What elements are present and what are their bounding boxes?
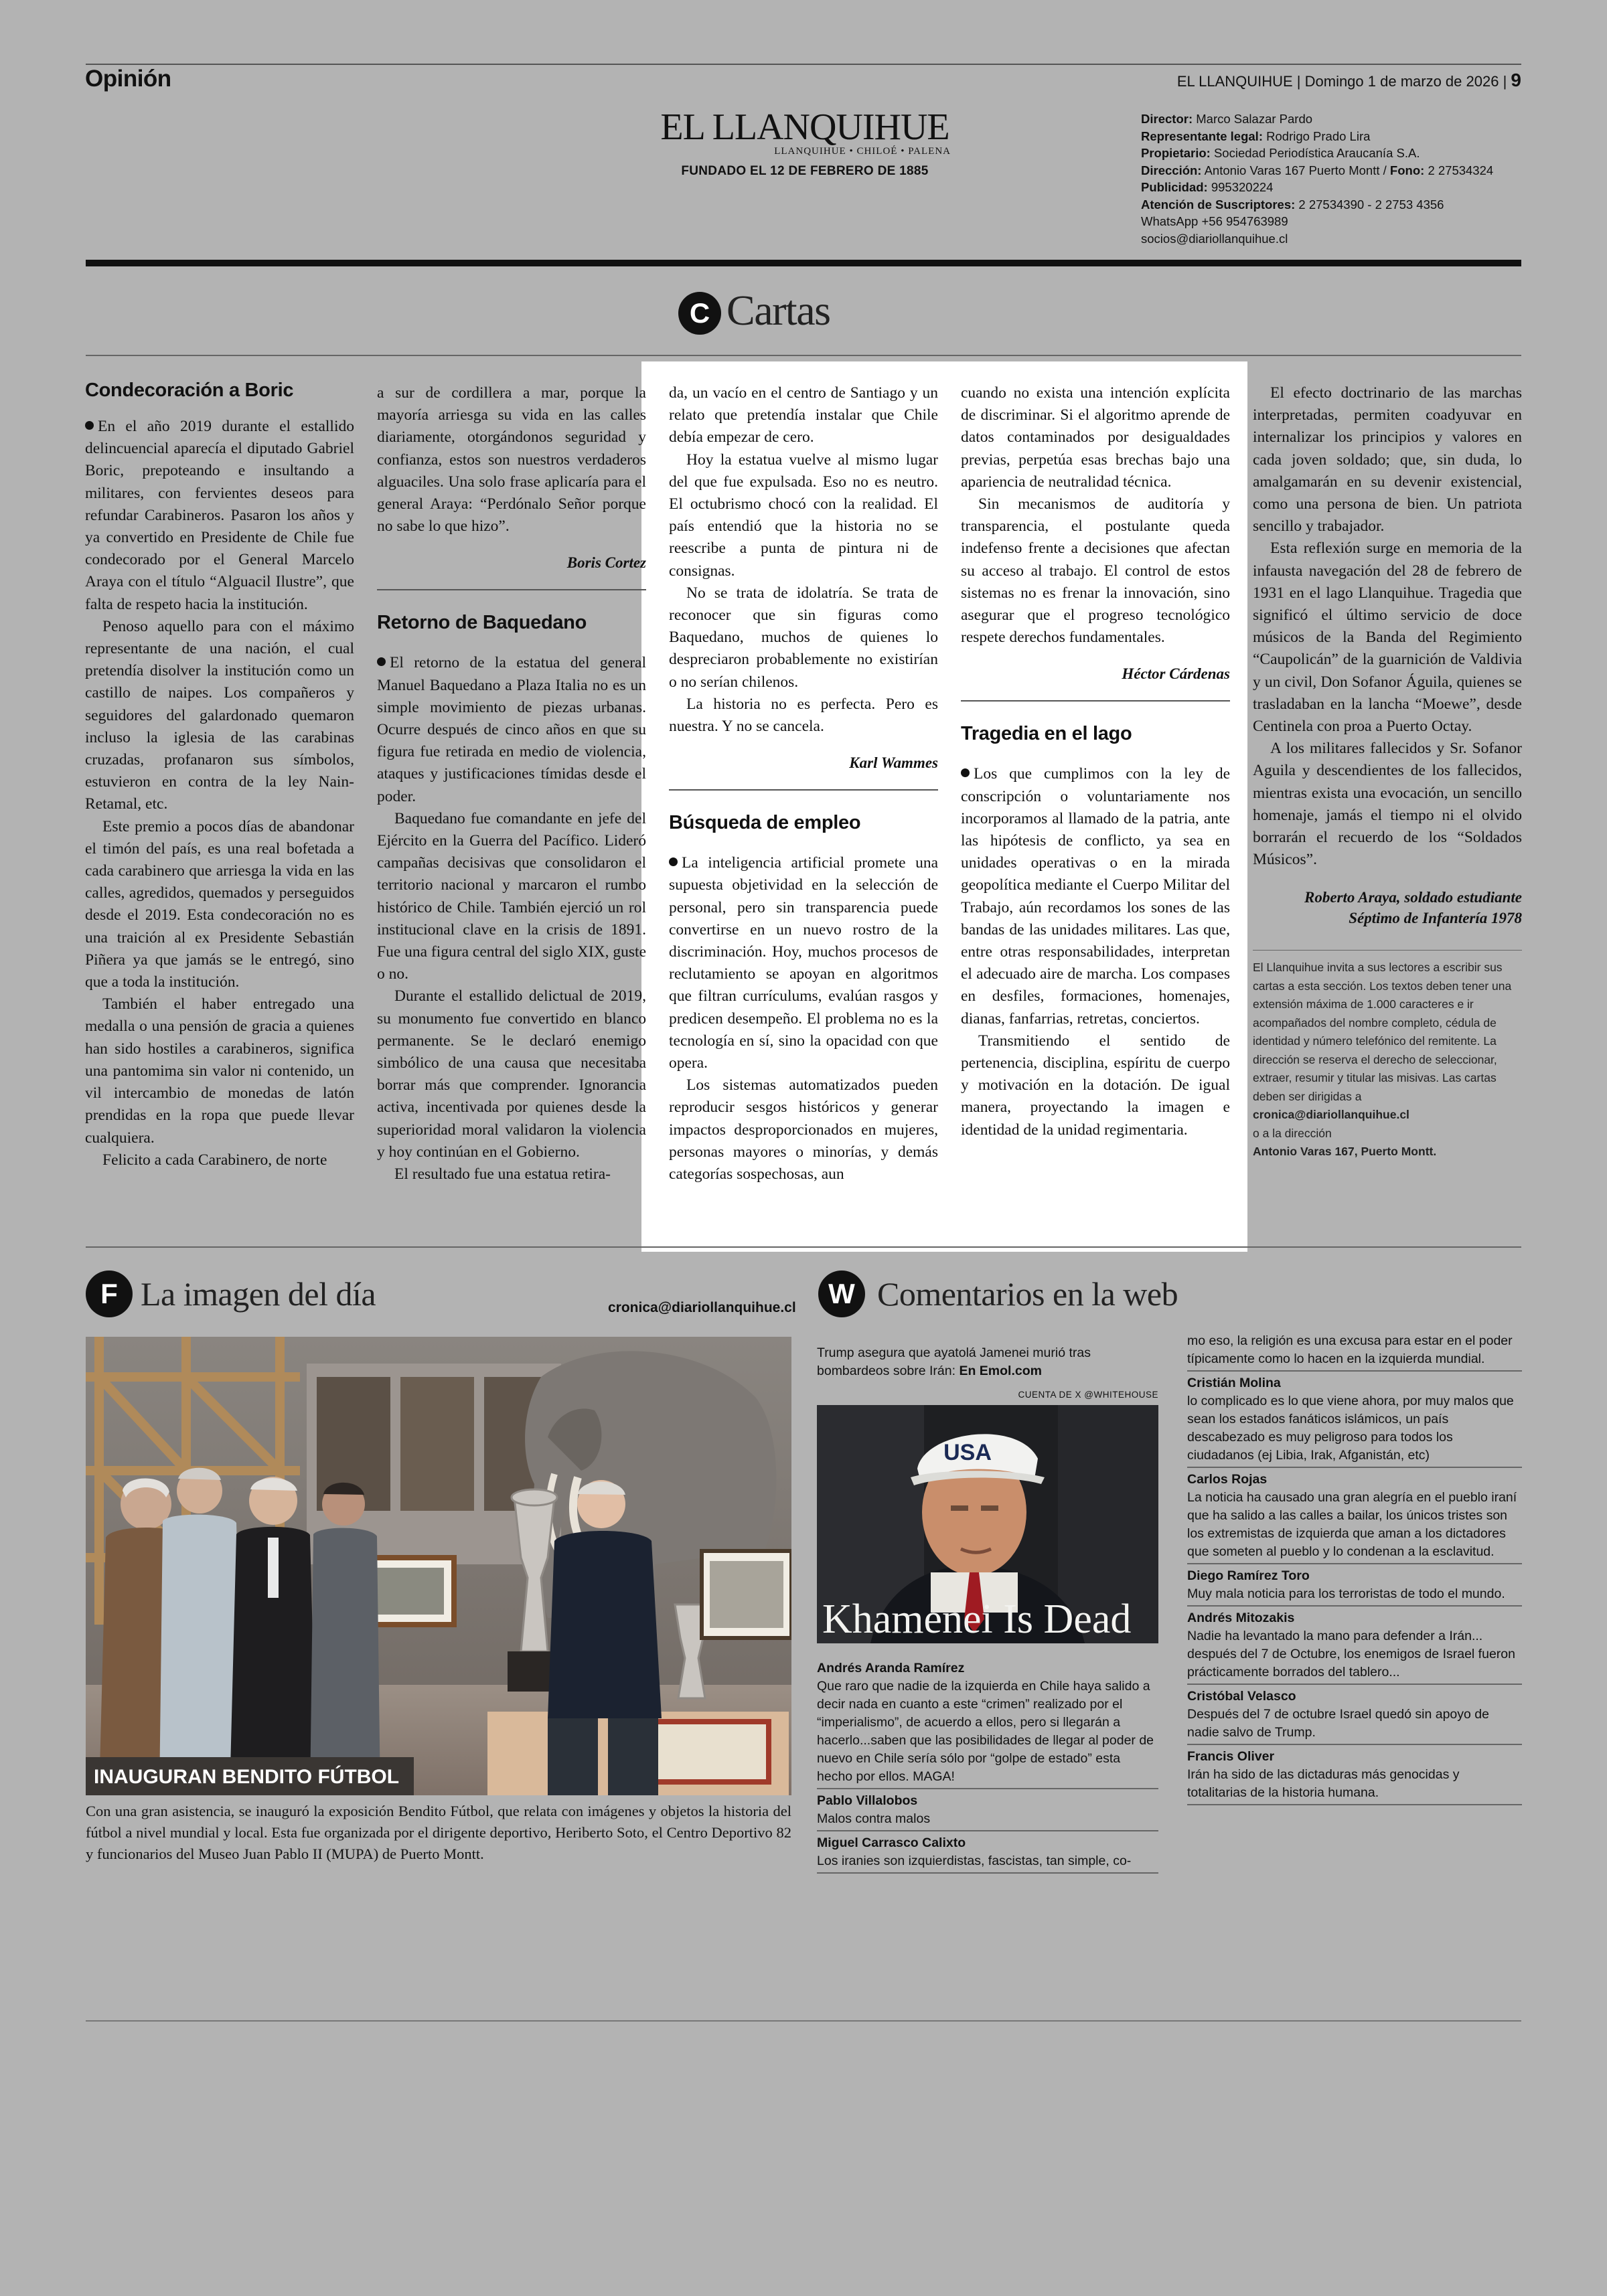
letter-title-boric: Condecoración a Boric <box>85 380 294 401</box>
cartas-title: Cartas <box>726 286 830 334</box>
cap-text: USA <box>943 1440 992 1465</box>
comment-text: La noticia ha causado una gran alegría en el pueblo iraní que ha salido a las calles a bailar, los únicos tristes son los extremistas de izquierda que aman a los dictadores que someten al pueblo y lo condenan a la esclavitud. <box>1187 1490 1517 1559</box>
bullet-icon <box>669 857 678 866</box>
comment-author: Cristóbal Velasco <box>1187 1689 1296 1704</box>
boric-p2: Penoso aquello para con el máximo representante de una nación, el cual pretendía disolver la institución como un castillo de naipes. Los compañeros y seguidores del galardonado quemaron incluso la iglesia de las carabinas cruzadas, profanaron sus símbolos, estuvieron en contra de la ley Nain-Retamal, etc. <box>85 617 354 813</box>
staff-box <box>1141 110 1493 247</box>
web-left-column <box>817 1344 1158 1876</box>
comment-continuation: mo eso, la religión es una excusa para estar en el poder típicamente como lo hacen en la izquierda mundial. <box>1187 1332 1522 1372</box>
photo-overlay-text: Khamenei Is Dead <box>822 1596 1132 1642</box>
emp-p3: cuando no exista una intención explícita de discriminar. Si el algoritmo aprende de datos contaminados por desigualdades previas, perpetúa esas brechas bajo una apariencia de neutralidad técnica. <box>961 384 1230 491</box>
web-right-column <box>1187 1332 1522 1808</box>
boric-p5: Felicito a cada Carabinero, de norte <box>102 1151 327 1169</box>
column-1 <box>85 378 354 1171</box>
photo-credit: CUENTA DE X @WHITEHOUSE <box>1018 1390 1158 1400</box>
column-3 <box>669 382 938 1185</box>
boric-p1: En el año 2019 durante el estallido delincuencial aparecía el diputado Gabriel Boric, prepoteando e insultando a militares, con fervientes deseos para refundar Carabineros. Pasaron los años y ya convertido en Presidente de Chile fue condecorado por el General Marcelo Araya con el título “Alguacil Ilustre”, que falta de respeto hacia la institución. <box>85 418 354 613</box>
staff-email: socios@diariollanquihue.cl <box>1141 231 1288 246</box>
web-title: Comentarios en la web <box>877 1275 1178 1313</box>
comment-author: Miguel Carrasco Calixto <box>817 1835 966 1850</box>
comment-author: Diego Ramírez Toro <box>1187 1568 1310 1583</box>
staff-owner: Propietario: Sociedad Periodística Araucanía S.A. <box>1141 146 1420 160</box>
boric-signature: Boris Cortez <box>566 554 646 572</box>
bullet-icon <box>85 421 94 430</box>
staff-ads: Publicidad: 995320224 <box>1141 180 1274 194</box>
notice-address: Antonio Varas 167, Puerto Montt. <box>1253 1145 1437 1159</box>
baq-p8: La historia no es perfecta. Pero es nuestra. Y no se cancela. <box>669 695 938 736</box>
divider <box>1253 950 1522 951</box>
top-rule <box>86 64 1521 65</box>
imagen-icon: F <box>86 1270 133 1317</box>
comment <box>1187 1688 1522 1745</box>
header-thick-rule <box>86 260 1521 266</box>
middle-rule <box>86 1246 1521 1248</box>
web-headline-block <box>817 1344 1158 1380</box>
emp-p1: La inteligencia artificial promete una supuesta objetividad en la selección de personal, pero sin transparencia puede convertirse en un nuevo rostro de la discriminación. Hoy, muchos procesos de reclutamiento se apoyan en algoritmos que filtran currículums, evalúan rasgos y predicen desempeño. El problema no es la tecnología en sí, sino la opacidad con que opera. <box>669 854 938 1072</box>
notice-email: cronica@diariollanquihue.cl <box>1253 1108 1409 1122</box>
baq-p6: Hoy la estatua vuelve al mismo lugar del que fue expulsada. Eso no es neutro. El octubrismo chocó con la realidad. El país entendió que la historia no se reescribe a punta de pintura ni de consignas. <box>669 450 938 580</box>
divider <box>669 789 938 791</box>
cartas-rule <box>86 355 1521 356</box>
comment <box>1187 1471 1522 1564</box>
comment-author: Francis Oliver <box>1187 1749 1275 1764</box>
masthead-sub: LLANQUIHUE • CHILOÉ • PALENA <box>774 146 951 157</box>
staff-subscribers: Atención de Suscriptores: 2 27534390 - 2 2753 4356 <box>1141 197 1444 212</box>
baq-p7: No se trata de idolatría. Se trata de reconocer que sin figuras como Baquedano, muchos de quienes lo despreciaron probablemente no existirían o no serían chilenos. <box>669 584 938 691</box>
baq-p5: da, un vacío en el centro de Santiago y un relato que pretendía instalar que Chile debía empezar de cero. <box>669 384 938 446</box>
emp-p2: Los sistemas automatizados pueden reproducir sesgos históricos y generar impactos desproporcionados en mujeres, personas mayores o minorías, y demás categorías sospechosas, aun <box>669 1076 938 1183</box>
comments-left <box>817 1659 1158 1874</box>
photo-svg <box>86 1337 791 1795</box>
trag-p1: Los que cumplimos con la ley de conscripción o voluntariamente nos incorporamos al llamado de la patria, ante las hipótesis de conflicto, ya sea en unidades operativas o en la mirada geopolítica mediante el Cuerpo Militar del Trabajo, aún recordamos los sones de las bandas de las unidades militares. Las que, entre otras responsabilidades, interpretan el adecuado aire de marcha. Los compases en desfiles, formaciones, homenajes, dianas, fanfarrias, retretas, conciertos. <box>961 765 1230 1028</box>
comment <box>1187 1609 1522 1685</box>
comment-text: Malos contra malos <box>817 1811 931 1826</box>
emp-p4: Sin mecanismos de auditoría y transparencia, el postulante queda indefenso frente a decisiones que afectan su acceso al trabajo. El control de estos sistemas no es frenar la innovación, sino asegurar que el progreso tecnológico respete derechos fundamentales. <box>961 495 1230 647</box>
trag-p2: Transmitiendo el sentido de pertenencia, disciplina, espíritu de cuerpo y motivación en la dotación. De igual manera, proyectando la imagen e identidad de la unidad regimentaria. <box>961 1032 1230 1139</box>
comment-text: Muy mala noticia para los terroristas de todo el mundo. <box>1187 1586 1505 1601</box>
column-4 <box>961 382 1230 1141</box>
comment <box>817 1792 1158 1831</box>
trag-p4: Esta reflexión surge en memoria de la infausta navegación del 28 de febrero de 1931 en el lago Llanquihue. Tragedia que significó el último servicio de doce músicos de la Banda del Regimiento “Caupolicán” de la guarnición de Valdivia y un civil, Don Sofanor Águila, quienes se trasladaban en la lancha “Moewe”, desde Centinela con proa a Puerto Octay. <box>1253 540 1522 736</box>
comment <box>817 1834 1158 1874</box>
divider <box>961 700 1230 702</box>
web-source: En Emol.com <box>959 1364 1042 1378</box>
trag-signature-1: Roberto Araya, soldado estudiante <box>1304 889 1522 906</box>
comment-author: Cristián Molina <box>1187 1376 1281 1390</box>
bullet-icon <box>377 657 386 666</box>
notice-box <box>1253 959 1522 1161</box>
column-2 <box>377 382 646 1185</box>
comment-author: Andrés Aranda Ramírez <box>817 1661 965 1675</box>
emp-signature: Héctor Cárdenas <box>1122 665 1230 683</box>
trag-p3: El efecto doctrinario de las marchas interpretadas, permiten coadyuvar en internalizar los principios y valores en cada joven soldado; que, sin duda, lo amalgamarán en su devenir existencial, como una persona de bien. Un patriota sencillo y trabajador. <box>1253 384 1522 536</box>
web-icon: W <box>818 1270 865 1317</box>
baq-p3: Durante el estallido delictual de 2019, su monumento fue convertido en blanco permanente. Se le declaró enemigo simbólico de una causa que necesitaba borrar más que comprender. Ignorancia activa, incentivada por quienes desde la superioridad moral validaron la violencia y hoy continúan en el Gobierno. <box>377 987 646 1161</box>
notice-or: o a la dirección <box>1253 1126 1332 1140</box>
letter-title-baquedano: Retorno de Baquedano <box>377 612 587 634</box>
comment-text: lo complicado es lo que viene ahora, por muy malos que sean los estados fanáticos islámicos, un país descabezado es muy peligroso para todos los ciudadanos (ej Libia, Irak, Afganistán, etc) <box>1187 1394 1514 1463</box>
masthead <box>658 107 952 179</box>
folio-text: EL LLANQUIHUE | Domingo 1 de marzo de 2026 | <box>1176 73 1507 90</box>
staff-address: Dirección: Antonio Varas 167 Puerto Montt / Fono: 2 27534324 <box>1141 163 1494 177</box>
comment-author: Pablo Villalobos <box>817 1793 918 1808</box>
trag-signature-2: Séptimo de Infantería 1978 <box>1349 910 1522 927</box>
imagen-email: cronica@diariollanquihue.cl <box>608 1300 796 1315</box>
baq-p1: El retorno de la estatua del general Manuel Baquedano a Plaza Italia no es un simple movimiento de piezas urbanas. Ocurre después de cinco años en que su figura fue retirada en medio de violencia, ataques y justificaciones tímidas desde el poder. <box>377 654 646 805</box>
web-headline: Trump asegura que ayatolá Jamenei murió tras bombardeos sobre Irán: <box>817 1345 1091 1378</box>
boric-p4: También el haber entregado una medalla o una pensión de gracia a quienes han sido hostiles a carabineros, significa una pantomima sin valor ni contenido, un vil intercambio de monedas de latón prendidas en la ropa que puede llevar cualquiera. <box>85 995 354 1147</box>
notice-text: El Llanquihue invita a sus lectores a escribir sus cartas a esta sección. Los textos deben tener una extensión máxima de 1.000 caracteres e ir acompañados del nombre completo, cédula de identidad y número telefónico del remitente. La dirección se reserva el derecho de seleccionar, extraer, resumir y titular las misivas. Las cartas deben ser dirigidas a <box>1253 961 1512 1103</box>
photo-trump <box>817 1405 1158 1643</box>
section-label: Opinión <box>85 66 171 92</box>
baq-p4: El resultado fue una estatua retira- <box>394 1165 611 1183</box>
boric-p3: Este premio a pocos días de abandonar el timón del país, es una real bofetada a cada carabinero que arriesga la vida en las calles, agredidos, quemados y perseguidos desde el 2019. Esta condecoración no es una traición al ex Presidente Sebastián Piñera ya que jamás se le entregó, sino que a toda la institución. <box>85 817 354 991</box>
trump-photo-svg <box>817 1405 1158 1643</box>
comment-author: Carlos Rojas <box>1187 1472 1268 1487</box>
page-number: 9 <box>1511 70 1521 90</box>
comment-text: Después del 7 de octubre Israel quedó sin apoyo de nadie salvo de Trump. <box>1187 1707 1489 1740</box>
comment-text: Nadie ha levantado la mano para defender a Irán... después del 7 de Octubre, los enemigos de Israel fueron prácticamente borrados del tablero... <box>1187 1629 1515 1679</box>
baq-p2: Baquedano fue comandante en jefe del Ejército en la Guerra del Pacífico. Lideró campañas decisivas que consolidaron el territorio nacional y marcaron el rumbo histórico de Chile. También ejerció un rol institucional clave en la crisis de 1891. Fue una figura central del siglo XIX, guste o no. <box>377 809 647 983</box>
cartas-icon: C <box>678 292 721 335</box>
comment <box>1187 1374 1522 1468</box>
imagen-title: La imagen del día <box>141 1275 376 1313</box>
letter-title-tragedia: Tragedia en el lago <box>961 723 1132 745</box>
comment <box>1187 1567 1522 1607</box>
bullet-icon <box>961 768 970 777</box>
baq-signature: Karl Wammes <box>849 754 938 772</box>
staff-director: Director: Marco Salazar Pardo <box>1141 112 1313 126</box>
letter-title-empleo: Búsqueda de empleo <box>669 812 861 834</box>
staff-legal: Representante legal: Rodrigo Prado Lira <box>1141 129 1371 143</box>
masthead-title: EL LLANQUIHUE <box>660 106 949 148</box>
comment <box>817 1659 1158 1789</box>
boric-p6: a sur de cordillera a mar, porque la mayoría arriesga su vida en las calles diariamente, otorgándonos seguridad y confianza, estos son nuestros verdaderos alguaciles. Una solo frase aplicaría para el general Araya: “Perdónalo Señor porque no sabe lo que hizo”. <box>377 384 646 536</box>
imagen-caption: Con una gran asistencia, se inauguró la exposición Bendito Fútbol, que relata con imágenes y objetos la historia del fútbol a nivel mundial y local. Esta fue organizada por el dirigente deportivo, Heriberto Soto, el Centro Deportivo 82 y funcionarios del Museo Juan Pablo II (MUPA) de Puerto Montt. <box>86 1803 791 1862</box>
bottom-rule <box>86 2020 1521 2022</box>
comment-author: Andrés Mitozakis <box>1187 1611 1295 1625</box>
comment-text: Que raro que nadie de la izquierda en Chile haya salido a decir nada en cuanto a este “crimen” realizado por el “imperialismo”, de acuerdo a ellos, pero si llegarán a hacerlo...saben que las posibilidades de llegar al poder de nuevo en Chile sería sólo por “golpe de estado” esta hecho por ellos. MAGA! <box>817 1679 1154 1784</box>
photo-exposicion <box>86 1337 791 1795</box>
divider <box>377 589 646 590</box>
trag-p5: A los militares fallecidos y Sr. Sofanor Aguila y descendientes de los fallecidos, mientras exista una evocación, un sencillo homenaje, jamás el tiempo ni el olvido borrarán el recuerdo de los “Soldados Músicos”. <box>1253 740 1522 869</box>
photo-caption-label: INAUGURAN BENDITO FÚTBOL <box>94 1766 400 1788</box>
column-5 <box>1253 382 1522 1161</box>
founded-line: FUNDADO EL 12 DE FEBRERO DE 1885 <box>681 164 929 178</box>
folio <box>1177 70 1521 91</box>
comment-text: Irán ha sido de las dictaduras más genocidas y totalitarias de la historia humana. <box>1187 1767 1460 1800</box>
trag-signature <box>1253 887 1522 928</box>
staff-whatsapp: WhatsApp +56 954763989 <box>1141 214 1288 228</box>
comment <box>1187 1748 1522 1805</box>
comment-text: Los iranies son izquierdistas, fascistas, tan simple, co- <box>817 1854 1132 1868</box>
